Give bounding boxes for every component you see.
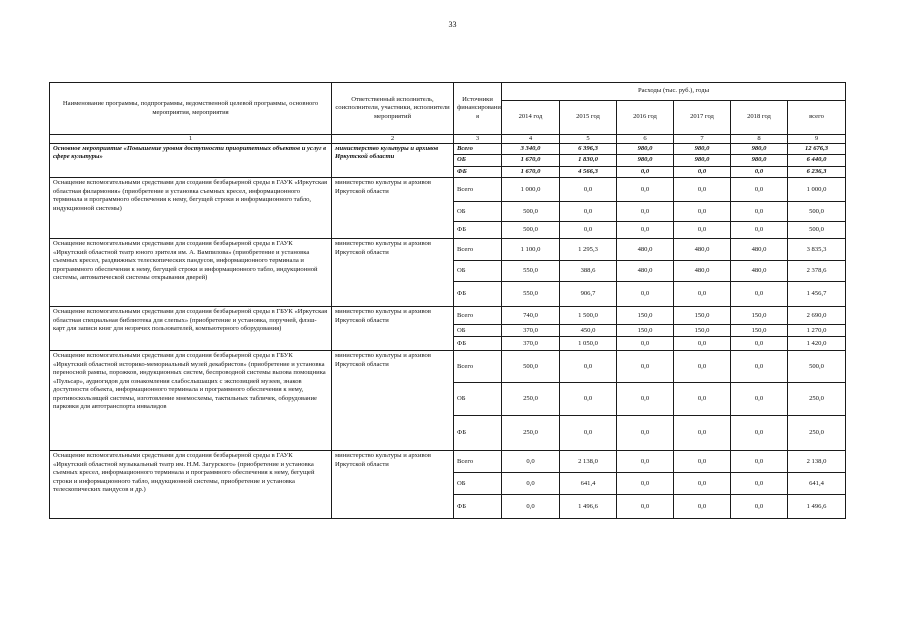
funding-source: Всего bbox=[454, 144, 502, 155]
expense-value: 0,0 bbox=[617, 337, 674, 351]
column-index: 5 bbox=[560, 135, 617, 144]
expense-value: 980,0 bbox=[617, 144, 674, 155]
expense-value: 4 566,3 bbox=[560, 166, 617, 177]
expense-value: 980,0 bbox=[731, 144, 788, 155]
column-index: 2 bbox=[332, 135, 454, 144]
expense-value: 0,0 bbox=[674, 202, 731, 222]
expense-value: 0,0 bbox=[674, 451, 731, 473]
column-index: 4 bbox=[502, 135, 560, 144]
activity-name: Оснащение вспомогательными средствами для создания безбарьерной среды в ГАУК «Иркутский областной театр юного зрителя им. А. Вампилова» (приобретение и установка съемных кресел, раздвижных телескопических пандусов, информационного терминала и программного обеспечения к нему, бегущей строки и информационного табло, индукционной системы, автоматической системы открывания дверей) bbox=[50, 239, 332, 307]
funding-source: Всего bbox=[454, 307, 502, 325]
expense-total: 500,0 bbox=[788, 202, 846, 222]
expense-value: 1 500,0 bbox=[560, 307, 617, 325]
expense-value: 0,0 bbox=[560, 222, 617, 239]
expense-value: 0,0 bbox=[731, 178, 788, 202]
expense-value: 1 295,3 bbox=[560, 239, 617, 261]
expense-value: 0,0 bbox=[617, 473, 674, 495]
table-row bbox=[50, 239, 846, 261]
expense-value: 250,0 bbox=[502, 383, 560, 416]
table-body bbox=[50, 144, 846, 519]
expense-value: 250,0 bbox=[502, 416, 560, 451]
table-row bbox=[50, 144, 846, 155]
expense-value: 480,0 bbox=[674, 239, 731, 261]
expense-value: 0,0 bbox=[502, 495, 560, 519]
expense-value: 150,0 bbox=[731, 307, 788, 325]
funding-source: ФБ bbox=[454, 337, 502, 351]
expense-value: 1 670,0 bbox=[502, 155, 560, 166]
activity-executor: министерство культуры и архивов Иркутской области bbox=[332, 451, 454, 519]
funding-source: ФБ bbox=[454, 495, 502, 519]
expense-value: 906,7 bbox=[560, 282, 617, 307]
activity-executor: министерство культуры и архивов Иркутской области bbox=[332, 351, 454, 451]
expense-total: 3 835,3 bbox=[788, 239, 846, 261]
table-row bbox=[50, 451, 846, 473]
expense-value: 388,6 bbox=[560, 261, 617, 282]
expense-value: 0,0 bbox=[560, 178, 617, 202]
expense-value: 0,0 bbox=[731, 202, 788, 222]
expense-value: 0,0 bbox=[617, 495, 674, 519]
expense-value: 980,0 bbox=[674, 144, 731, 155]
table-row bbox=[50, 351, 846, 383]
expense-value: 1 000,0 bbox=[502, 178, 560, 202]
expense-value: 1 050,0 bbox=[560, 337, 617, 351]
activity-name: Оснащение вспомогательными средствами для создания безбарьерной среды в ГБУК «Иркутская областная специальная библиотека для слепых» (приобретение и установка, поручней, флэш-карт для записи книг для незрячих пользователей, компьютерного оборудования) bbox=[50, 307, 332, 351]
expense-value: 1 830,0 bbox=[560, 155, 617, 166]
expense-value: 0,0 bbox=[674, 495, 731, 519]
activity-executor: министерство культуры и архивов Иркутской области bbox=[332, 239, 454, 307]
expense-value: 0,0 bbox=[674, 383, 731, 416]
header-year: 2016 год bbox=[617, 101, 674, 135]
header-funding-source: Источники финансировани я bbox=[454, 83, 502, 135]
expense-value: 980,0 bbox=[617, 155, 674, 166]
expense-value: 500,0 bbox=[502, 202, 560, 222]
expense-value: 370,0 bbox=[502, 337, 560, 351]
expense-value: 641,4 bbox=[560, 473, 617, 495]
expense-value: 0,0 bbox=[731, 282, 788, 307]
expense-value: 0,0 bbox=[560, 383, 617, 416]
expense-value: 480,0 bbox=[617, 261, 674, 282]
header-year: 2014 год bbox=[502, 101, 560, 135]
expense-total: 250,0 bbox=[788, 416, 846, 451]
expense-value: 0,0 bbox=[674, 166, 731, 177]
funding-source: ФБ bbox=[454, 166, 502, 177]
expenditure-table bbox=[49, 82, 846, 519]
header-total: всего bbox=[788, 101, 846, 135]
header-row bbox=[50, 83, 846, 101]
table-row bbox=[50, 178, 846, 202]
expense-value: 980,0 bbox=[674, 155, 731, 166]
expense-value: 1 100,0 bbox=[502, 239, 560, 261]
expense-value: 0,0 bbox=[617, 383, 674, 416]
activity-executor: министерство культуры и архивов Иркутской области bbox=[332, 144, 454, 178]
funding-source: ОБ bbox=[454, 325, 502, 337]
expense-total: 1 420,0 bbox=[788, 337, 846, 351]
expense-total: 1 000,0 bbox=[788, 178, 846, 202]
header-expenses: Расходы (тыс. руб.), годы bbox=[502, 83, 846, 101]
expense-total: 2 378,6 bbox=[788, 261, 846, 282]
expense-total: 1 496,6 bbox=[788, 495, 846, 519]
expense-value: 0,0 bbox=[674, 416, 731, 451]
expense-value: 980,0 bbox=[731, 155, 788, 166]
expense-total: 641,4 bbox=[788, 473, 846, 495]
header-year: 2015 год bbox=[560, 101, 617, 135]
page-number: 33 bbox=[448, 20, 457, 29]
expense-total: 1 456,7 bbox=[788, 282, 846, 307]
expense-total: 1 270,0 bbox=[788, 325, 846, 337]
column-index-row bbox=[50, 135, 846, 144]
funding-source: Всего bbox=[454, 239, 502, 261]
expense-value: 0,0 bbox=[731, 337, 788, 351]
expense-value: 0,0 bbox=[731, 351, 788, 383]
activity-executor: министерство культуры и архивов Иркутской области bbox=[332, 307, 454, 351]
activity-name: Оснащение вспомогательными средствами для создания безбарьерной среды в ГБУК «Иркутский областной историко-мемориальный музей декабристов» (приобретение и установка переносной рампы, порожков, индукционных систем, беспроводной системы вызова помощника «Пульсар», аудиогидов для ознакомления слабослышащих с экспозицией музеев, знаков доступности объекта, информационного терминала и программного обеспечения к нему, противоскользящей системы, изготовление мнемосхемы, тактильных табличек, оборудование парковки для автотранспорта инвалидов bbox=[50, 351, 332, 451]
funding-source: ОБ bbox=[454, 202, 502, 222]
activity-name: Основное мероприятие «Повышение уровня доступности приоритетных объектов и услуг в сфере культуры» bbox=[50, 144, 332, 178]
expense-value: 550,0 bbox=[502, 282, 560, 307]
expense-value: 150,0 bbox=[674, 325, 731, 337]
expense-value: 1 496,6 bbox=[560, 495, 617, 519]
expense-value: 480,0 bbox=[731, 239, 788, 261]
expense-total: 2 138,0 bbox=[788, 451, 846, 473]
expense-total: 6 440,0 bbox=[788, 155, 846, 166]
expense-total: 12 676,3 bbox=[788, 144, 846, 155]
expense-value: 0,0 bbox=[674, 351, 731, 383]
expense-value: 0,0 bbox=[617, 451, 674, 473]
funding-source: ОБ bbox=[454, 473, 502, 495]
expense-value: 0,0 bbox=[731, 495, 788, 519]
expense-value: 0,0 bbox=[617, 351, 674, 383]
expense-value: 0,0 bbox=[674, 337, 731, 351]
expense-total: 2 690,0 bbox=[788, 307, 846, 325]
header-executor: Ответственный исполнитель, соисполнители, участники, исполнители мероприятий bbox=[332, 83, 454, 135]
expense-value: 0,0 bbox=[617, 222, 674, 239]
expense-value: 3 340,0 bbox=[502, 144, 560, 155]
activity-name: Оснащение вспомогательными средствами для создания безбарьерной среды в ГАУК «Иркутская областная филармония» (приобретение и установка съемных кресел, информационного терминала и программного обеспечения к нему, бегущей строки и информационного табло, индукционной системы) bbox=[50, 178, 332, 239]
expense-total: 500,0 bbox=[788, 351, 846, 383]
expense-value: 0,0 bbox=[617, 416, 674, 451]
funding-source: ФБ bbox=[454, 416, 502, 451]
expense-value: 0,0 bbox=[617, 178, 674, 202]
header-year: 2017 год bbox=[674, 101, 731, 135]
expense-value: 0,0 bbox=[731, 451, 788, 473]
expense-value: 370,0 bbox=[502, 325, 560, 337]
expense-value: 480,0 bbox=[674, 261, 731, 282]
expense-value: 0,0 bbox=[731, 383, 788, 416]
expense-value: 0,0 bbox=[674, 222, 731, 239]
column-index: 1 bbox=[50, 135, 332, 144]
expense-value: 0,0 bbox=[731, 473, 788, 495]
expense-value: 0,0 bbox=[502, 473, 560, 495]
expense-value: 0,0 bbox=[617, 282, 674, 307]
activity-name: Оснащение вспомогательными средствами для создания безбарьерной среды в ГАУК «Иркутский областной музыкальный театр им. Н.М. Загурского» (приобретение и установка съемных кресел, информационного терминала и программного обеспечения к нему, бегущей строки и информационного табло, индукционной системы, приобретение и установка телескопических пандусов и др.) bbox=[50, 451, 332, 519]
expenditure-table-container bbox=[49, 82, 845, 519]
funding-source: ОБ bbox=[454, 261, 502, 282]
expense-value: 0,0 bbox=[674, 178, 731, 202]
expense-value: 480,0 bbox=[617, 239, 674, 261]
expense-value: 0,0 bbox=[617, 166, 674, 177]
column-index: 7 bbox=[674, 135, 731, 144]
expense-value: 0,0 bbox=[731, 222, 788, 239]
expense-value: 150,0 bbox=[617, 307, 674, 325]
expense-value: 150,0 bbox=[731, 325, 788, 337]
column-index: 6 bbox=[617, 135, 674, 144]
header-program-name: Наименование программы, подпрограммы, ведомственной целевой программы, основного мероприятия, мероприятия bbox=[50, 83, 332, 135]
funding-source: Всего bbox=[454, 351, 502, 383]
expense-value: 0,0 bbox=[617, 202, 674, 222]
column-index: 8 bbox=[731, 135, 788, 144]
expense-value: 500,0 bbox=[502, 351, 560, 383]
expense-value: 450,0 bbox=[560, 325, 617, 337]
table-row bbox=[50, 307, 846, 325]
funding-source: ОБ bbox=[454, 383, 502, 416]
expense-value: 0,0 bbox=[560, 202, 617, 222]
funding-source: Всего bbox=[454, 178, 502, 202]
column-index: 9 bbox=[788, 135, 846, 144]
expense-total: 6 236,3 bbox=[788, 166, 846, 177]
expense-value: 0,0 bbox=[674, 282, 731, 307]
expense-value: 1 670,0 bbox=[502, 166, 560, 177]
expense-value: 0,0 bbox=[560, 416, 617, 451]
expense-value: 0,0 bbox=[731, 166, 788, 177]
funding-source: ФБ bbox=[454, 282, 502, 307]
expense-value: 150,0 bbox=[674, 307, 731, 325]
funding-source: Всего bbox=[454, 451, 502, 473]
funding-source: ФБ bbox=[454, 222, 502, 239]
expense-value: 740,0 bbox=[502, 307, 560, 325]
expense-total: 250,0 bbox=[788, 383, 846, 416]
expense-value: 0,0 bbox=[560, 351, 617, 383]
column-index: 3 bbox=[454, 135, 502, 144]
expense-value: 0,0 bbox=[674, 473, 731, 495]
expense-total: 500,0 bbox=[788, 222, 846, 239]
expense-value: 6 396,3 bbox=[560, 144, 617, 155]
expense-value: 0,0 bbox=[502, 451, 560, 473]
funding-source: ОБ bbox=[454, 155, 502, 166]
header-year: 2018 год bbox=[731, 101, 788, 135]
expense-value: 2 138,0 bbox=[560, 451, 617, 473]
expense-value: 480,0 bbox=[731, 261, 788, 282]
expense-value: 150,0 bbox=[617, 325, 674, 337]
activity-executor: министерство культуры и архивов Иркутской области bbox=[332, 178, 454, 239]
expense-value: 550,0 bbox=[502, 261, 560, 282]
expense-value: 0,0 bbox=[731, 416, 788, 451]
expense-value: 500,0 bbox=[502, 222, 560, 239]
